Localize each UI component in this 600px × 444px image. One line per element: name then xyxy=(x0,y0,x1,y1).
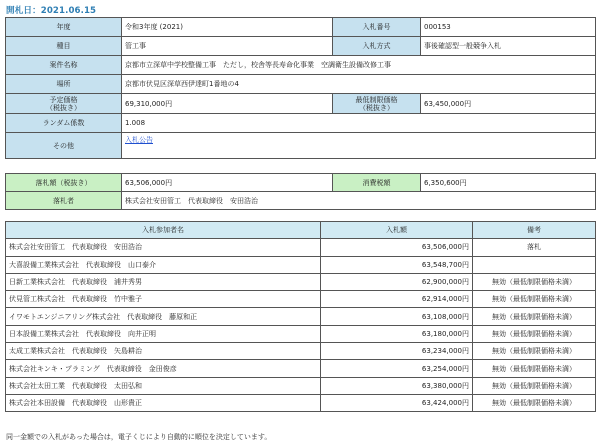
footnote: 同一金額での入札があった場合は，電子くじにより自動的に順位を決定しています。 xyxy=(6,433,272,441)
winner-label: 落札者 xyxy=(6,192,122,210)
bidder-amount: 63,180,000円 xyxy=(321,325,473,342)
bidder-name: 伏見管工株式会社 代表取締役 竹中雅子 xyxy=(6,291,321,308)
planned-price-label: 予定価格 （税抜き） xyxy=(6,94,122,114)
table-row xyxy=(6,377,596,394)
winner-value: 株式会社安田管工 代表取締役 安田浩治 xyxy=(122,192,596,210)
table-row xyxy=(6,325,596,342)
bidder-note: 無効（最低制限価格未満） xyxy=(473,325,596,342)
award-amount-label: 落札額（税抜き） xyxy=(6,174,122,192)
page-title: 開札日：2021.06.15 xyxy=(6,6,97,16)
random-coefficient-label: ランダム係数 xyxy=(6,114,122,133)
type-label: 種目 xyxy=(6,37,122,56)
bidder-name: 大喜設備工業株式会社 代表取締役 山口泰介 xyxy=(6,256,321,273)
table-row xyxy=(6,291,596,308)
bidder-note: 無効（最低制限価格未満） xyxy=(473,360,596,377)
bidder-amount: 63,234,000円 xyxy=(321,343,473,360)
project-name-label: 案件名称 xyxy=(6,56,122,75)
bid-notice-link[interactable]: 入札公告 xyxy=(125,136,153,144)
table-row xyxy=(6,273,596,290)
method-value: 事後確認型一般競争入札 xyxy=(421,37,596,56)
year-label: 年度 xyxy=(6,18,122,37)
method-label: 入札方式 xyxy=(333,37,421,56)
column-header-name: 入札参加者名 xyxy=(6,222,321,239)
bidder-name: 株式会社キンキ・プラミング 代表取締役 金田俊彦 xyxy=(6,360,321,377)
min-price-value: 63,450,000円 xyxy=(421,94,596,114)
table-row xyxy=(6,239,596,256)
bidder-name: 株式会社本田設備 代表取締役 山形貴正 xyxy=(6,394,321,411)
table-row xyxy=(6,394,596,411)
bidder-note: 無効（最低制限価格未満） xyxy=(473,394,596,411)
bidder-note: 無効（最低制限価格未満） xyxy=(473,308,596,325)
bidder-note: 落札 xyxy=(473,239,596,256)
table-row xyxy=(6,343,596,360)
award-result-table xyxy=(5,173,596,210)
bidder-name: 日新工業株式会社 代表取締役 浦井秀男 xyxy=(6,273,321,290)
bidder-name: 日本設備工業株式会社 代表取締役 向井正明 xyxy=(6,325,321,342)
bid-number-value: 000153 xyxy=(421,18,596,37)
type-value: 管工事 xyxy=(122,37,333,56)
random-coefficient-value: 1.008 xyxy=(122,114,596,133)
bidder-amount: 63,380,000円 xyxy=(321,377,473,394)
bidder-amount: 62,900,000円 xyxy=(321,273,473,290)
bidder-note: 無効（最低制限価格未満） xyxy=(473,273,596,290)
bidder-amount: 63,254,000円 xyxy=(321,360,473,377)
place-value: 京都市伏見区深草西伊達町1番地の4 xyxy=(122,75,596,94)
bidder-amount: 63,506,000円 xyxy=(321,239,473,256)
bidder-note: 無効（最低制限価格未満） xyxy=(473,343,596,360)
bidder-name: 株式会社安田管工 代表取締役 安田浩治 xyxy=(6,239,321,256)
bidders-table xyxy=(5,221,596,412)
bidder-name: 株式会社太田工業 代表取締役 太田弘和 xyxy=(6,377,321,394)
place-label: 場所 xyxy=(6,75,122,94)
bidder-amount: 63,548,700円 xyxy=(321,256,473,273)
table-row xyxy=(6,308,596,325)
planned-price-value: 69,310,000円 xyxy=(122,94,333,114)
bid-number-label: 入札番号 xyxy=(333,18,421,37)
year-value: 令和3年度 (2021) xyxy=(122,18,333,37)
bidder-name: イワモトエンジニアリング株式会社 代表取締役 藤原和正 xyxy=(6,308,321,325)
tax-value: 6,350,600円 xyxy=(421,174,596,192)
table-row xyxy=(6,360,596,377)
table-row xyxy=(6,256,596,273)
bidder-name: 太成工業株式会社 代表取締役 矢島耕治 xyxy=(6,343,321,360)
bidder-note: 無効（最低制限価格未満） xyxy=(473,377,596,394)
award-amount-value: 63,506,000円 xyxy=(122,174,333,192)
project-name-value: 京都市立深草中学校整備工事 ただし，校舎等長寿命化事業 空調衛生設備改修工事 xyxy=(122,56,596,75)
tax-label: 消費税額 xyxy=(333,174,421,192)
min-price-label: 最低制限価格 （税抜き） xyxy=(333,94,421,114)
bidder-note: 無効（最低制限価格未満） xyxy=(473,291,596,308)
other-label: その他 xyxy=(6,133,122,159)
column-header-note: 備考 xyxy=(473,222,596,239)
bidder-note xyxy=(473,256,596,273)
column-header-amount: 入札額 xyxy=(321,222,473,239)
bid-info-table xyxy=(5,17,596,159)
bidder-amount: 63,424,000円 xyxy=(321,394,473,411)
bidder-amount: 62,914,000円 xyxy=(321,291,473,308)
bidder-amount: 63,108,000円 xyxy=(321,308,473,325)
